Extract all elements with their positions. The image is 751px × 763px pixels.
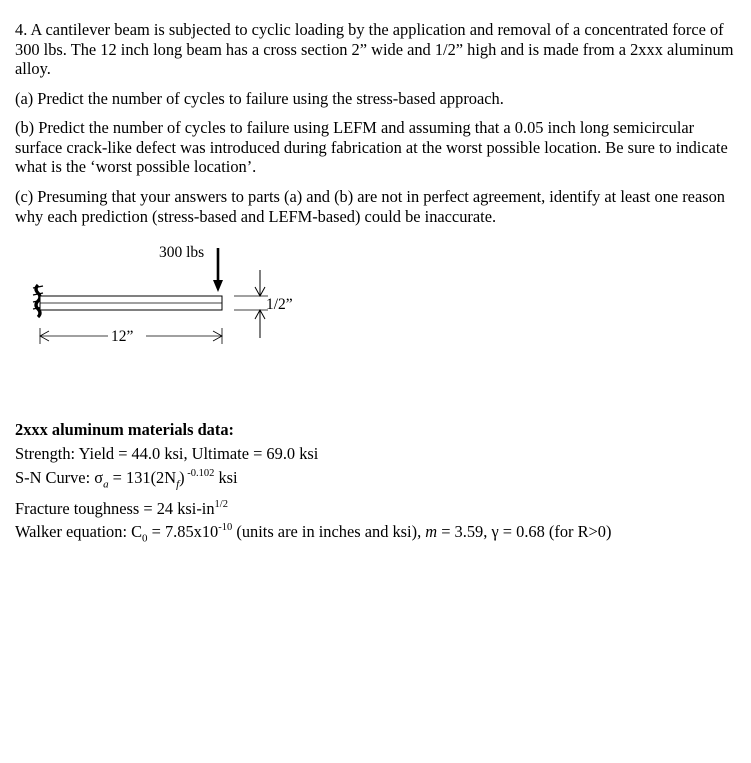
part-c-question: (c) Presuming that your answers to parts (a) and (b) are not in perfect agreement, identify at least one reason why each prediction (stress-based and LEFM-based) could be inaccurate. (15, 187, 725, 226)
walker-line (15, 520, 611, 551)
walker-units: (units are in inches and ksi), (232, 522, 426, 542)
height-dimension (234, 270, 268, 338)
force-arrow (213, 248, 223, 292)
sn-prefix: S-N Curve: σ (15, 467, 104, 487)
strength-line: Strength: Yield = 44.0 ksi, Ultimate = 69.0 ksi (15, 443, 319, 463)
sn-mid: = 131(2N (108, 467, 177, 487)
part-b-question: (b) Predict the number of cycles to failure using LEFM and assuming that a 0.05 inch long semicircular surface crack-like defect was introduced during fabrication at the worst possible location. Be sure to indicate what is the ‘worst possible location’. (15, 118, 728, 176)
fracture-exponent: 1/2 (214, 498, 228, 510)
height-label: 1/2” (266, 296, 293, 313)
length-label: 12” (111, 328, 134, 345)
walker-m-symbol: m (425, 522, 438, 542)
sn-sub-a: a (103, 477, 109, 490)
part-a-question: (a) Predict the number of cycles to failure using the stress-based approach. (15, 89, 504, 108)
walker-mid: = 7.85x10 (147, 522, 219, 542)
walker-m-value: = 3.59, (437, 522, 492, 542)
fracture-line (15, 497, 611, 521)
materials-data (15, 418, 611, 552)
sn-close: ) (179, 467, 185, 487)
walker-gamma: γ = 0.68 (for R>0) (491, 522, 612, 542)
sn-exponent: -0.102 (184, 467, 215, 479)
walker-prefix: Walker equation: C (15, 522, 143, 542)
walker-sub: 0 (142, 532, 148, 545)
sn-unit: ksi (214, 467, 238, 487)
sn-curve-line (15, 466, 611, 497)
sn-sub-f: f (176, 477, 180, 490)
problem-statement: 4. A cantilever beam is subjected to cyclic loading by the application and removal of a concentrated force of 300 lbs. The 12 inch long beam has a cross section 2” wide and 1/2” high and is made from a 2xxx aluminum alloy. (15, 20, 734, 78)
cantilever-beam-diagram (0, 232, 340, 362)
walker-exponent: -10 (218, 522, 233, 534)
materials-heading: 2xxx aluminum materials data: (15, 420, 234, 439)
fracture-text: Fracture toughness = 24 ksi-in (15, 498, 215, 518)
force-label: 300 lbs (159, 244, 205, 261)
